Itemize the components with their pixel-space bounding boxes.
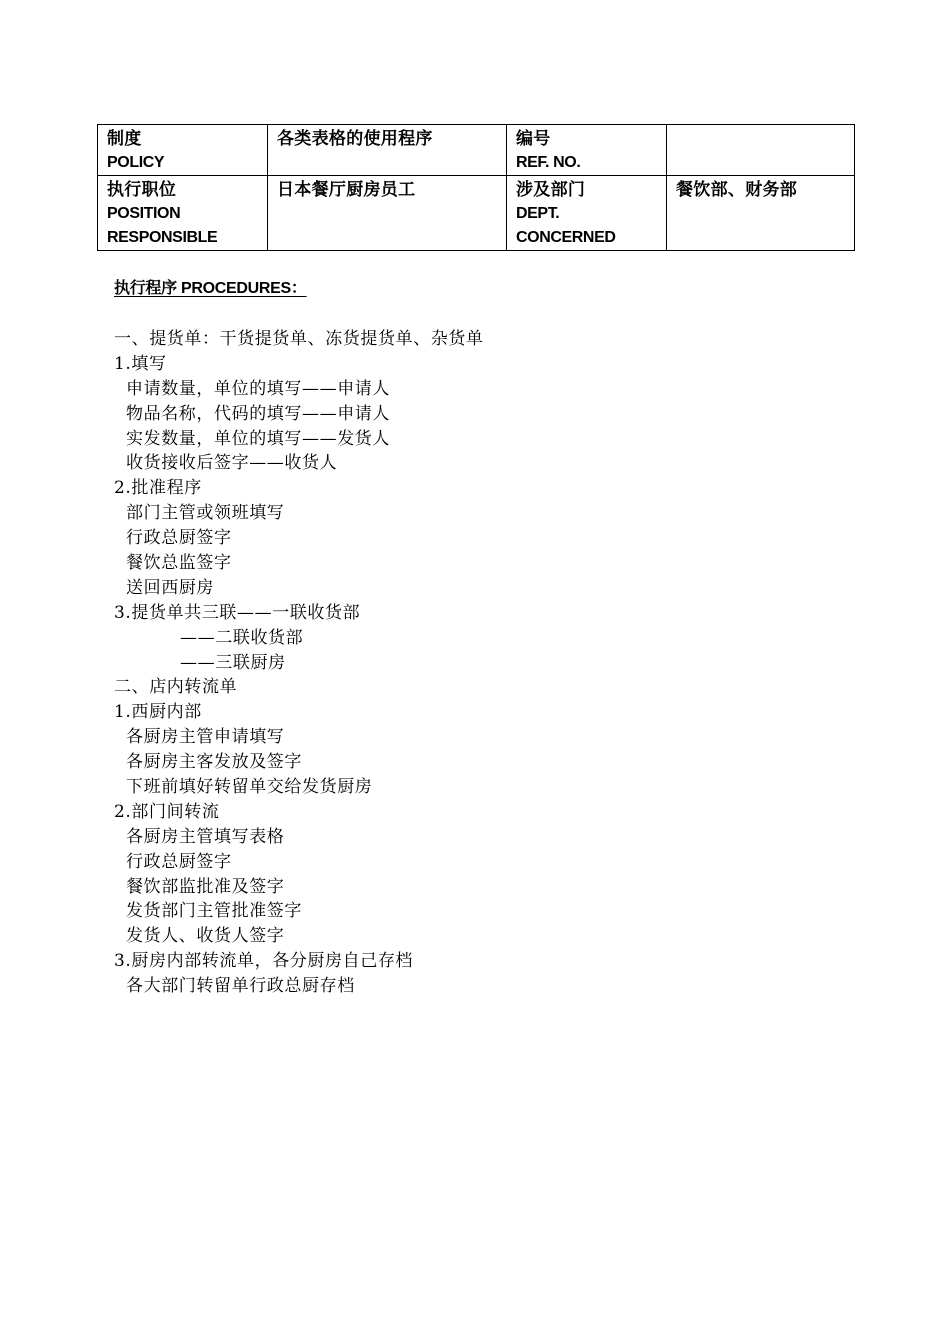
body-line: 申请数量，单位的填写——申请人 bbox=[114, 378, 391, 399]
body-line: 各大部门转留单行政总厨存档 bbox=[114, 976, 355, 997]
dept-value: 餐饮部、财务部 bbox=[676, 180, 798, 199]
body-line: 各厨房主管申请填写 bbox=[114, 727, 285, 748]
header-row-policy bbox=[98, 125, 855, 176]
header-row-position bbox=[98, 176, 855, 251]
position-label-en-1: POSITION bbox=[107, 205, 181, 222]
policy-label-cell bbox=[98, 125, 268, 176]
dept-label-en-1: DEPT. bbox=[516, 205, 560, 222]
body-line: 发货人、收货人签字 bbox=[114, 926, 285, 947]
body-line: ——三联厨房 bbox=[114, 652, 286, 673]
dept-label-cell bbox=[507, 176, 667, 251]
body-line: 2.部门间转流 bbox=[114, 801, 220, 822]
position-label-en-2: RESPONSIBLE bbox=[107, 229, 218, 246]
body-line: 行政总厨签字 bbox=[114, 528, 232, 549]
ref-value-cell bbox=[667, 125, 855, 176]
document-header-table bbox=[97, 124, 855, 251]
position-label-cell bbox=[98, 176, 268, 251]
ref-label-cn: 编号 bbox=[516, 129, 551, 148]
body-line: 物品名称，代码的填写——申请人 bbox=[114, 403, 391, 424]
position-value-cell bbox=[268, 176, 507, 251]
body-line: 行政总厨签字 bbox=[114, 851, 232, 872]
dept-label-en-2: CONCERNED bbox=[516, 229, 616, 246]
body-line: 1.西厨内部 bbox=[114, 702, 202, 723]
position-value: 日本餐厅厨房员工 bbox=[277, 180, 416, 199]
body-line: 餐饮部监批准及签字 bbox=[114, 876, 285, 897]
body-line: 各厨房主管填写表格 bbox=[114, 826, 285, 847]
body-line: ——二联收货部 bbox=[114, 627, 304, 648]
body-line: 部门主管或领班填写 bbox=[114, 503, 285, 524]
body-line: 3.提货单共三联——一联收货部 bbox=[114, 602, 361, 623]
body-line: 送回西厨房 bbox=[114, 577, 215, 598]
body-line: 发货部门主管批准签字 bbox=[114, 901, 303, 922]
policy-label-en: POLICY bbox=[107, 154, 165, 171]
position-label-cn: 执行职位 bbox=[107, 180, 177, 199]
body-line: 3.厨房内部转流单，各分厨房自己存档 bbox=[114, 951, 414, 972]
ref-label-en: REF. NO. bbox=[516, 154, 581, 171]
body-line: 二、店内转流单 bbox=[114, 677, 238, 698]
body-line: 下班前填好转留单交给发货厨房 bbox=[114, 777, 373, 798]
body-line: 1.填写 bbox=[114, 353, 167, 374]
body-line: 餐饮总监签字 bbox=[114, 553, 232, 574]
dept-label-cn: 涉及部门 bbox=[516, 180, 586, 199]
ref-label-cell bbox=[507, 125, 667, 176]
dept-value-cell bbox=[667, 176, 855, 251]
body-line: 实发数量，单位的填写——发货人 bbox=[114, 428, 391, 449]
policy-value: 各类表格的使用程序 bbox=[277, 129, 433, 148]
body-line: 2.批准程序 bbox=[114, 478, 202, 499]
policy-value-cell bbox=[268, 125, 507, 176]
body-line: 各厨房主客发放及签字 bbox=[114, 752, 303, 773]
policy-label-cn: 制度 bbox=[107, 129, 142, 148]
procedures-title: 执行程序 PROCEDURES： bbox=[114, 280, 307, 297]
body-line: 收货接收后签字——收货人 bbox=[114, 453, 338, 474]
procedures-body bbox=[114, 327, 484, 999]
body-line: 一、提货单：干货提货单、冻货提货单、杂货单 bbox=[114, 329, 484, 349]
